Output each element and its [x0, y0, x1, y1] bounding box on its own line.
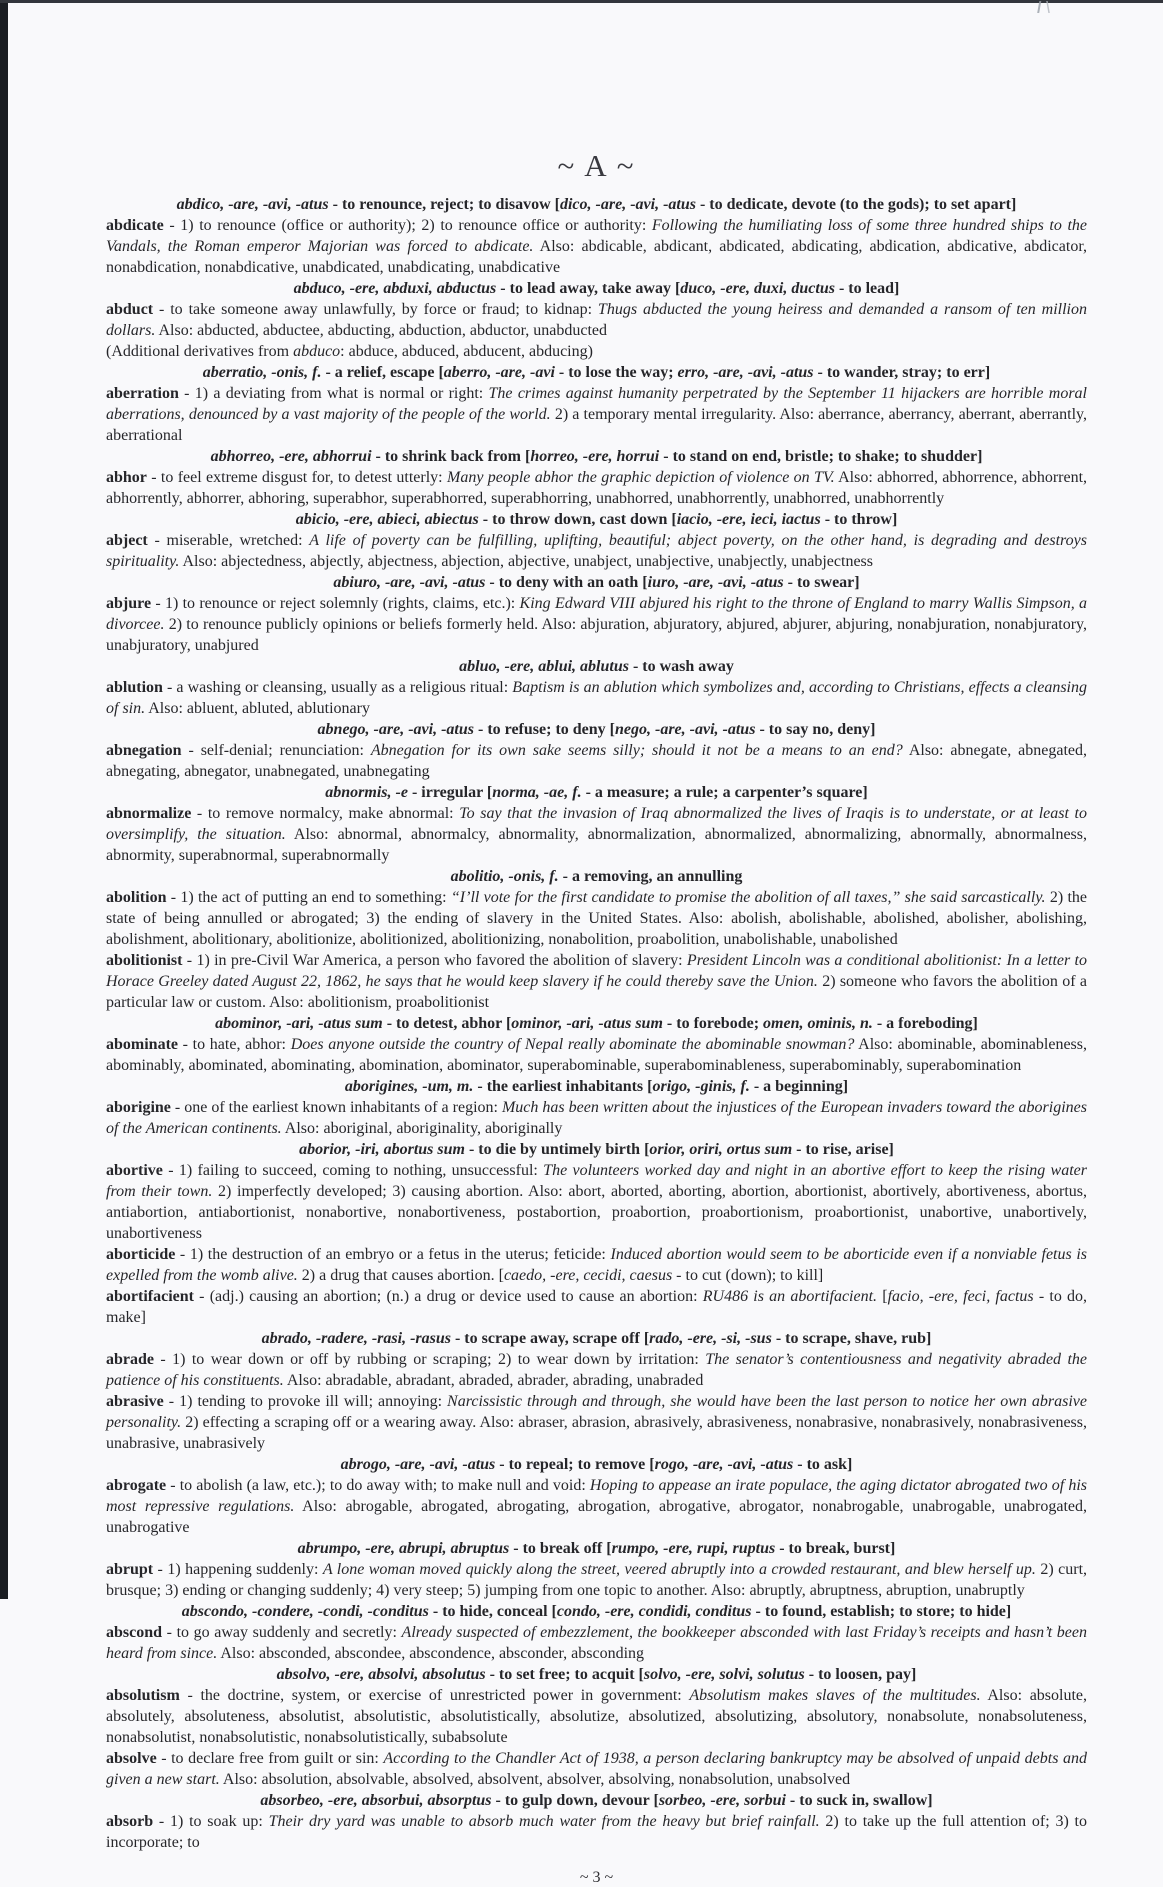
- text-segment: Also: absolute, absolutely, absoluteness, absolutist, absolutistic, absolutistically, absolutize, absolutized, absolutizing, absolutory, nonabsolute, nonabsoluteness, nonabsolutist, nonabsolutistic, nonabsolutistically, subabsolute: [106, 1687, 1088, 1746]
- scan-edge-top: [0, 0, 1163, 3]
- text-segment: Narcissistic through and through, she would have been the last person to notice her own abrasive personality.: [106, 1393, 1087, 1431]
- text-segment: abject: [106, 532, 148, 549]
- text-segment: Baptism is an ablution which symbolizes and, according to Christians, effects a cleansing of sin.: [106, 679, 1087, 717]
- text-segment: - to feel extreme disgust for, to detest utterly:: [146, 469, 447, 486]
- dictionary-entry: [106, 1391, 1087, 1454]
- text-segment: - to deny with an oath [: [485, 574, 648, 591]
- latin-headword-line: [106, 194, 1087, 215]
- text-segment: 2) a temporary mental irregularity. Also: aberrance, aberrancy, aberrant, aberrantly, aberrational: [106, 406, 1088, 444]
- text-segment: - self-denial; renunciation:: [181, 742, 371, 759]
- text-segment: abnormis, -e: [325, 784, 408, 801]
- text-segment: rado, -ere, -si, -sus: [649, 1330, 772, 1347]
- dictionary-entry: [106, 1286, 1087, 1328]
- entry-definition: [106, 950, 1087, 1013]
- latin-headword-line: [106, 719, 1087, 740]
- latin-headword-line: [106, 446, 1087, 467]
- text-segment: - to repeal; to remove [: [495, 1456, 655, 1473]
- text-segment: caedo, -ere, cecidi, caesus: [503, 1267, 673, 1284]
- dictionary-entry: [106, 719, 1087, 782]
- latin-headword-line: [106, 782, 1087, 803]
- text-segment: Also: abdicable, abdicant, abdicated, abdicating, abdication, abdicative, abdicator, nonabdication, nonabdicative, unabdicated, unabdicating, unabdicative: [106, 238, 1087, 276]
- text-segment: dico, -are, -avi, -atus: [559, 196, 696, 213]
- text-segment: - to dedicate, devote (to the gods); to set apart]: [695, 196, 1017, 213]
- text-segment: abolitionist: [106, 952, 183, 969]
- text-segment: abominor, -ari, -atus sum: [215, 1015, 383, 1032]
- text-segment: A life of poverty can be fulfilling, uplifting, beautiful; abject poverty, on the other hand, is degrading and destroys spirituality.: [106, 532, 1087, 570]
- text-segment: - to found, establish; to store; to hide]: [751, 1603, 1012, 1620]
- text-segment: orior, oriri, ortus sum: [649, 1141, 793, 1158]
- text-segment: - a relief, escape [: [321, 364, 444, 381]
- text-segment: - irregular [: [407, 784, 493, 801]
- text-segment: - (adj.) causing an abortion; (n.) a drug or device used to cause an abortion:: [193, 1288, 703, 1305]
- text-segment: abrogo, -are, -avi, -atus: [340, 1456, 496, 1473]
- text-segment: President Lincoln was a conditional abolitionist: In a letter to Horace Greeley dated August 22, 1862, he says that he would keep slavery if he could thereby save the Union.: [106, 952, 1087, 990]
- text-segment: aborigine: [106, 1099, 171, 1116]
- entry-definition: [106, 593, 1087, 656]
- dictionary-entry: [106, 1244, 1087, 1286]
- dictionary-entry: [106, 866, 1087, 950]
- text-segment: aberro, -are, -avi: [443, 364, 555, 381]
- dictionary-entry: [106, 1076, 1087, 1139]
- text-segment: abnegation: [106, 742, 182, 759]
- entry-definition: [106, 677, 1087, 719]
- latin-headword-line: [106, 656, 1087, 677]
- text-segment: - to scrape, shave, rub]: [771, 1330, 932, 1347]
- text-segment: solvo, -ere, solvi, solutus: [643, 1666, 805, 1683]
- text-segment: abrado, -radere, -rasi, -rasus: [261, 1330, 451, 1347]
- pen-mark-artifact: [1018, 1, 1066, 13]
- text-segment: abicio, -ere, abieci, abiectus: [295, 511, 479, 528]
- text-segment: Also: aboriginal, aboriginality, aboriginally: [281, 1120, 563, 1137]
- entry-definition: [106, 341, 1087, 362]
- dictionary-entry: [106, 1328, 1087, 1391]
- text-segment: Also: abnormal, abnormalcy, abnormality, abnormalization, abnormalized, abnormalizing, abnormally, abnormalness, abnormity, superabnormal, superabnormally: [106, 826, 1088, 864]
- text-segment: abiuro, -are, -avi, -atus: [333, 574, 486, 591]
- dictionary-entry: [106, 950, 1087, 1013]
- text-segment: - 1) to renounce (office or authority); 2) to renounce office or authority:: [163, 217, 652, 234]
- text-segment: Also: abhorred, abhorrence, abhorrent, abhorrently, abhorrer, abhoring, superabhor, superabhorred, superabhorring, unabhorred, unabhorrently, unabhorred, unabhorrently: [106, 469, 1088, 507]
- text-segment: Following the humiliating loss of some three hundred ships to the Vandals, the Roman emperor Majorian was forced to abdicate.: [106, 217, 1087, 255]
- text-segment: - the earliest inhabitants [: [473, 1078, 653, 1095]
- dictionary-entry: [106, 572, 1087, 656]
- text-segment: rogo, -are, -avi, -atus: [654, 1456, 794, 1473]
- entry-definition: [106, 1559, 1087, 1601]
- entry-definition: [106, 215, 1087, 278]
- text-segment: abdico, -are, -avi, -atus: [176, 196, 329, 213]
- text-segment: Also: absconded, abscondee, abscondence, absconder, absconding: [217, 1645, 645, 1662]
- entry-definition: [106, 803, 1087, 866]
- entry-definition: [106, 1391, 1087, 1454]
- latin-headword-line: [106, 362, 1087, 383]
- text-segment: abduco, -ere, abduxi, abductus: [293, 280, 497, 297]
- dictionary-entry: [106, 1790, 1087, 1853]
- entry-definition: [106, 1097, 1087, 1139]
- dictionary-entry: [106, 194, 1087, 278]
- text-segment: Also: abluent, abluted, ablutionary: [145, 700, 370, 717]
- text-segment: : abduce, abduced, abducent, abducing): [340, 343, 593, 360]
- text-segment: The crimes against humanity perpetrated by the September 11 hijackers are horrible moral aberrations, denounced by a vast majority of the people of the world.: [106, 385, 1088, 423]
- text-segment: abscond: [106, 1624, 163, 1641]
- text-segment: abrumpo, -ere, abrupi, abruptus: [297, 1540, 510, 1557]
- text-segment: - to throw]: [820, 511, 898, 528]
- dictionary-entry: [106, 362, 1087, 446]
- text-segment: abhorreo, -ere, abhorrui: [210, 448, 372, 465]
- text-segment: - a beginning]: [749, 1078, 849, 1095]
- text-segment: - to suck in, swallow]: [785, 1792, 933, 1809]
- text-segment: - to abolish (a law, etc.); to do away with; to make null and void:: [166, 1477, 590, 1494]
- text-segment: - a measure; a rule; a carpenter’s square]: [581, 784, 868, 801]
- latin-headword-line: [106, 866, 1087, 887]
- entry-definition: [106, 1034, 1087, 1076]
- text-segment: abhor: [106, 469, 147, 486]
- text-segment: - to swear]: [783, 574, 860, 591]
- text-segment: abrogate: [106, 1477, 167, 1494]
- text-segment: - to take someone away unlawfully, by force or fraud; to kidnap:: [153, 301, 598, 318]
- text-segment: abluo, -ere, ablui, ablutus: [459, 658, 629, 675]
- text-segment: - miserable, wretched:: [147, 532, 310, 549]
- text-segment: ominor, -ari, -atus sum: [511, 1015, 663, 1032]
- text-segment: Also: abjectedness, abjectly, abjectness, abjection, abjective, unabject, unabjective, unabjectly, unabjectness: [179, 553, 874, 570]
- text-segment: The senator’s contentiousness and negativity abraded the patience of his constituents.: [106, 1351, 1088, 1389]
- text-segment: aborior, -iri, abortus sum: [299, 1141, 465, 1158]
- text-segment: abortifacient: [106, 1288, 194, 1305]
- text-segment: - a removing, an annulling: [558, 868, 743, 885]
- dictionary-entry: [106, 1601, 1087, 1664]
- text-segment: - a foreboding]: [872, 1015, 978, 1032]
- text-segment: - to break, burst]: [775, 1540, 896, 1557]
- text-segment: - to forebode;: [662, 1015, 764, 1032]
- text-segment: 2) someone who favors the abolition of a particular law or custom. Also: abolitionism, proabolitionist: [106, 973, 1087, 1011]
- text-segment: - to loosen, pay]: [804, 1666, 917, 1683]
- text-segment: - 1) failing to succeed, coming to nothing, unsuccessful:: [162, 1162, 544, 1179]
- text-segment: - to refuse; to deny [: [473, 721, 615, 738]
- dictionary-entry: [106, 509, 1087, 572]
- dictionary-entry: [106, 1748, 1087, 1790]
- latin-headword-line: [106, 1328, 1087, 1349]
- text-segment: Already suspected of embezzlement, the bookkeeper absconded with last Friday’s receipts and hasn’t been heard from since.: [106, 1624, 1087, 1662]
- entry-definition: [106, 1475, 1087, 1538]
- text-segment: 2) the state of being annulled or abrogated; 3) the ending of slavery in the United States. Also: abolish, abolishable, abolished, abolisher, abolishing, abolishment, abolitionary, abolitionize, abolitionized, abolitionizing, nonabolition, proabolition, unabolishable, unabolished: [106, 889, 1087, 948]
- text-segment: - to wash away: [628, 658, 734, 675]
- text-segment: Abnegation for its own sake seems silly; should it not be a means to an end?: [370, 742, 903, 759]
- entry-definition: [106, 1748, 1087, 1790]
- text-segment: origo, -ginis, f.: [652, 1078, 750, 1095]
- text-segment: aborticide: [106, 1246, 176, 1263]
- text-segment: Thugs abducted the young heiress and demanded a ransom of ten million dollars.: [106, 301, 1088, 339]
- entry-definition: [106, 1349, 1087, 1391]
- text-segment: - to stand on end, bristle; to shake; to shudder]: [659, 448, 983, 465]
- text-segment: abjure: [106, 595, 152, 612]
- text-segment: Absolutism makes slaves of the multitudes.: [689, 1687, 981, 1704]
- text-segment: - 1) tending to provoke ill will; annoying:: [163, 1393, 448, 1410]
- entry-definition: [106, 1286, 1087, 1328]
- text-segment: The volunteers worked day and night in an abortive effort to keep the rising water from their town.: [106, 1162, 1087, 1200]
- text-segment: - to remove normalcy, make abnormal:: [191, 805, 460, 822]
- text-segment: - to hide, conceal [: [428, 1603, 557, 1620]
- text-segment: - to rise, arise]: [792, 1141, 894, 1158]
- latin-headword-line: [106, 1664, 1087, 1685]
- entry-definition: [106, 740, 1087, 782]
- text-segment: Also: abradable, abradant, abraded, abrader, abrading, unabraded: [283, 1372, 704, 1389]
- text-segment: abnormalize: [106, 805, 192, 822]
- entry-definition: [106, 1244, 1087, 1286]
- text-segment: - to go away suddenly and secretly:: [162, 1624, 402, 1641]
- latin-headword-line: [106, 1538, 1087, 1559]
- text-segment: abolition: [106, 889, 167, 906]
- latin-headword-line: [106, 1790, 1087, 1811]
- latin-headword-line: [106, 1454, 1087, 1475]
- entry-definition: [106, 383, 1087, 446]
- text-segment: - 1) the act of putting an end to something:: [166, 889, 451, 906]
- page-number: ~ 3 ~: [579, 1869, 614, 1886]
- text-segment: abnego, -are, -avi, -atus: [317, 721, 474, 738]
- text-segment: - to hate, abhor:: [178, 1036, 291, 1053]
- dictionary-entry: [106, 1013, 1087, 1076]
- text-segment: 2) to take up the full attention of; 3) to incorporate; to: [106, 1813, 1088, 1851]
- text-segment: Induced abortion would seem to be aborticide even if a nonviable fetus is expelled from the womb alive.: [106, 1246, 1087, 1284]
- latin-headword-line: [106, 509, 1087, 530]
- text-segment: A lone woman moved quickly along the street, veered abruptly into a crowded restaurant, and blew herself up.: [322, 1561, 1036, 1578]
- text-segment: - to gulp down, devour [: [491, 1792, 659, 1809]
- entry-definition: [106, 887, 1087, 950]
- dictionary-entry: [106, 1139, 1087, 1244]
- entries: [106, 194, 1087, 1853]
- text-segment: - one of the earliest known inhabitants of a region:: [170, 1099, 502, 1116]
- text-segment: Also: abducted, abductee, abducting, abduction, abductor, unabducted: [155, 322, 608, 339]
- text-segment: - to detest, abhor [: [382, 1015, 512, 1032]
- text-segment: absolutism: [106, 1687, 180, 1704]
- text-segment: - 1) to renounce or reject solemnly (rights, claims, etc.):: [151, 595, 520, 612]
- text-segment: (Additional derivatives from: [106, 343, 294, 360]
- text-segment: - to do, make]: [106, 1288, 1088, 1326]
- text-segment: - to say no, deny]: [755, 721, 876, 738]
- text-segment: To say that the invasion of Iraq abnormalized the lives of Iraqis is to understate, or at least to oversimplify, the situation.: [106, 805, 1088, 843]
- text-segment: nego, -are, -avi, -atus: [615, 721, 756, 738]
- text-segment: sorbeo, -ere, sorbui: [658, 1792, 786, 1809]
- dictionary-entry: [106, 278, 1087, 362]
- text-segment: absolvo, -ere, absolvi, absolutus: [276, 1666, 486, 1683]
- text-segment: absolve: [106, 1750, 157, 1767]
- text-segment: 2) a drug that causes abortion. [: [297, 1267, 504, 1284]
- text-segment: - to lead]: [834, 280, 900, 297]
- text-segment: abscondo, -condere, -condi, -conditus: [181, 1603, 429, 1620]
- text-segment: - to die by untimely birth [: [464, 1141, 650, 1158]
- text-segment: rumpo, -ere, rupi, ruptus: [611, 1540, 776, 1557]
- text-segment: - to throw down, cast down [: [478, 511, 677, 528]
- entry-definition: [106, 1622, 1087, 1664]
- text-segment: condo, -ere, condidi, conditus: [556, 1603, 752, 1620]
- text-segment: abduco: [293, 343, 341, 360]
- entry-definition: [106, 299, 1087, 341]
- scan-edge-left: [0, 0, 8, 1599]
- text-segment: - 1) the destruction of an embryo or a fetus in the uterus; feticide:: [175, 1246, 611, 1263]
- text-segment: aborigines, -um, m.: [344, 1078, 474, 1095]
- text-segment: - to lose the way;: [554, 364, 678, 381]
- text-segment: 2) to renounce publicly opinions or beliefs formerly held. Also: abjuration, abjuratory, abjured, abjurer, abjuring, nonabjuration, nonabjuratory, unabjuratory, unabjured: [106, 616, 1087, 654]
- text-segment: Does anyone outside the country of Nepal really abominate the abominable snowman?: [290, 1036, 855, 1053]
- entry-definition: [106, 1685, 1087, 1748]
- dictionary-entry: [106, 1454, 1087, 1538]
- text-segment: - to declare free from guilt or sin:: [156, 1750, 384, 1767]
- entry-definition: [106, 1160, 1087, 1244]
- text-segment: - to break off [: [509, 1540, 612, 1557]
- text-segment: Also: abnegate, abnegated, abnegating, abnegator, unabnegated, unabnegating: [106, 742, 1087, 780]
- latin-headword-line: [106, 1013, 1087, 1034]
- text-segment: absorbeo, -ere, absorbui, absorptus: [260, 1792, 492, 1809]
- text-segment: - 1) happening suddenly:: [153, 1561, 323, 1578]
- entry-definition: [106, 1811, 1087, 1853]
- text-segment: Also: absolution, absolvable, absolved, absolvent, absolver, absolving, nonabsolution, unabsolved: [219, 1771, 851, 1788]
- text-segment: 2) effecting a scraping off or a wearing away. Also: abraser, abrasion, abrasively, abrasiveness, nonabrasive, nonabrasively, nonabrasiveness, unabrasive, unabrasively: [106, 1414, 1087, 1452]
- text-segment: abduct: [106, 301, 154, 318]
- text-segment: - 1) to wear down or off by rubbing or scraping; 2) to wear down by irritation:: [154, 1351, 706, 1368]
- page-title: ~ A ~: [557, 148, 636, 183]
- text-segment: Also: abrogable, abrogated, abrogating, abrogation, abrogative, abrogator, nonabrogable, unabrogable, unabrogated, unabrogative: [106, 1498, 1087, 1536]
- text-segment: - a washing or cleansing, usually as a religious ritual:: [162, 679, 513, 696]
- text-segment: - to set free; to acquit [: [485, 1666, 644, 1683]
- latin-headword-line: [106, 1601, 1087, 1622]
- dictionary-entry: [106, 1664, 1087, 1748]
- text-segment: facio, -ere, feci, factus: [887, 1288, 1034, 1305]
- text-segment: King Edward VIII abjured his right to the throne of England to marry Wallis Simpson, a divorcee.: [106, 595, 1087, 633]
- text-segment: erro, -are, -avi, -atus: [677, 364, 814, 381]
- text-segment: Their dry yard was unable to absorb much water from the heavy but brief rainfall.: [268, 1813, 820, 1830]
- text-segment: - to renounce, reject; to disavow [: [328, 196, 560, 213]
- dictionary-entry: [106, 782, 1087, 866]
- text-segment: abdicate: [106, 217, 164, 234]
- text-segment: absorb: [106, 1813, 154, 1830]
- text-segment: 2) curt, brusque; 3) ending or changing suddenly; 4) very steep; 5) jumping from one topic to another. Also: abruptly, abruptness, abruption, unabruptly: [106, 1561, 1088, 1599]
- text-segment: iacio, -ere, ieci, iactus: [676, 511, 821, 528]
- text-segment: omen, ominis, n.: [763, 1015, 873, 1032]
- text-segment: According to the Chandler Act of 1938, a person declaring bankruptcy may be absolved of unpaid debts and given a new start.: [106, 1750, 1087, 1788]
- text-segment: abolitio, -onis, f.: [450, 868, 559, 885]
- text-segment: “I’ll vote for the first candidate to promise the abolition of all taxes,” she said sarcastically.: [450, 889, 1046, 906]
- text-segment: - to ask]: [793, 1456, 853, 1473]
- text-segment: Much has been written about the injustices of the European invaders toward the aborigines of the American continents.: [106, 1099, 1088, 1137]
- text-segment: abortive: [106, 1162, 163, 1179]
- latin-headword-line: [106, 1139, 1087, 1160]
- text-segment: abominate: [106, 1036, 178, 1053]
- text-segment: - to cut (down); to kill]: [672, 1267, 824, 1284]
- text-segment: aberratio, -onis, f.: [202, 364, 322, 381]
- latin-headword-line: [106, 572, 1087, 593]
- text-segment: iuro, -are, -avi, -atus: [647, 574, 784, 591]
- text-segment: - to lead away, take away [: [496, 280, 681, 297]
- text-segment: aberration: [106, 385, 179, 402]
- text-segment: - the doctrine, system, or exercise of unrestricted power in government:: [179, 1687, 690, 1704]
- dictionary-entry: [106, 1538, 1087, 1601]
- entry-definition: [106, 530, 1087, 572]
- text-segment: 2) imperfectly developed; 3) causing abortion. Also: abort, aborted, aborting, abortion, abortionist, abortively, abortiveness, abortus, antiabortion, antiabortionist, nonabortive, nonabortiveness, postabortion, proabortion, proabortionism, proabortionist, unabortive, unabortively, unabortiveness: [106, 1183, 1088, 1242]
- dictionary-entry: [106, 446, 1087, 509]
- text-segment: ablution: [106, 679, 163, 696]
- text-segment: abrade: [106, 1351, 154, 1368]
- text-segment: - 1) to soak up:: [153, 1813, 269, 1830]
- text-segment: - to scrape away, scrape off [: [450, 1330, 650, 1347]
- text-segment: Many people abhor the graphic depiction of violence on TV.: [446, 469, 835, 486]
- text-segment: - 1) in pre-Civil War America, a person who favored the abolition of slavery:: [182, 952, 687, 969]
- entry-definition: [106, 467, 1087, 509]
- latin-headword-line: [106, 278, 1087, 299]
- text-segment: abrasive: [106, 1393, 164, 1410]
- text-segment: [: [877, 1288, 888, 1305]
- text-segment: norma, -ae, f.: [492, 784, 582, 801]
- text-segment: - to shrink back from [: [371, 448, 531, 465]
- text-segment: duco, -ere, duxi, ductus: [680, 280, 835, 297]
- latin-headword-line: [106, 1076, 1087, 1097]
- text-segment: - 1) a deviating from what is normal or right:: [178, 385, 489, 402]
- text-segment: abrupt: [106, 1561, 154, 1578]
- text-segment: Hoping to appease an irate populace, the aging dictator abrogated two of his most repressive regulations.: [106, 1477, 1087, 1515]
- text-segment: RU486 is an abortifacient.: [702, 1288, 878, 1305]
- text-segment: horreo, -ere, horrui: [530, 448, 660, 465]
- text-segment: Also: abominable, abominableness, abominably, abominated, abominating, abomination, abominator, superabominable, superabominableness, superabominably, superabomination: [106, 1036, 1087, 1074]
- dictionary-entry: [106, 656, 1087, 719]
- text-segment: - to wander, stray; to err]: [813, 364, 991, 381]
